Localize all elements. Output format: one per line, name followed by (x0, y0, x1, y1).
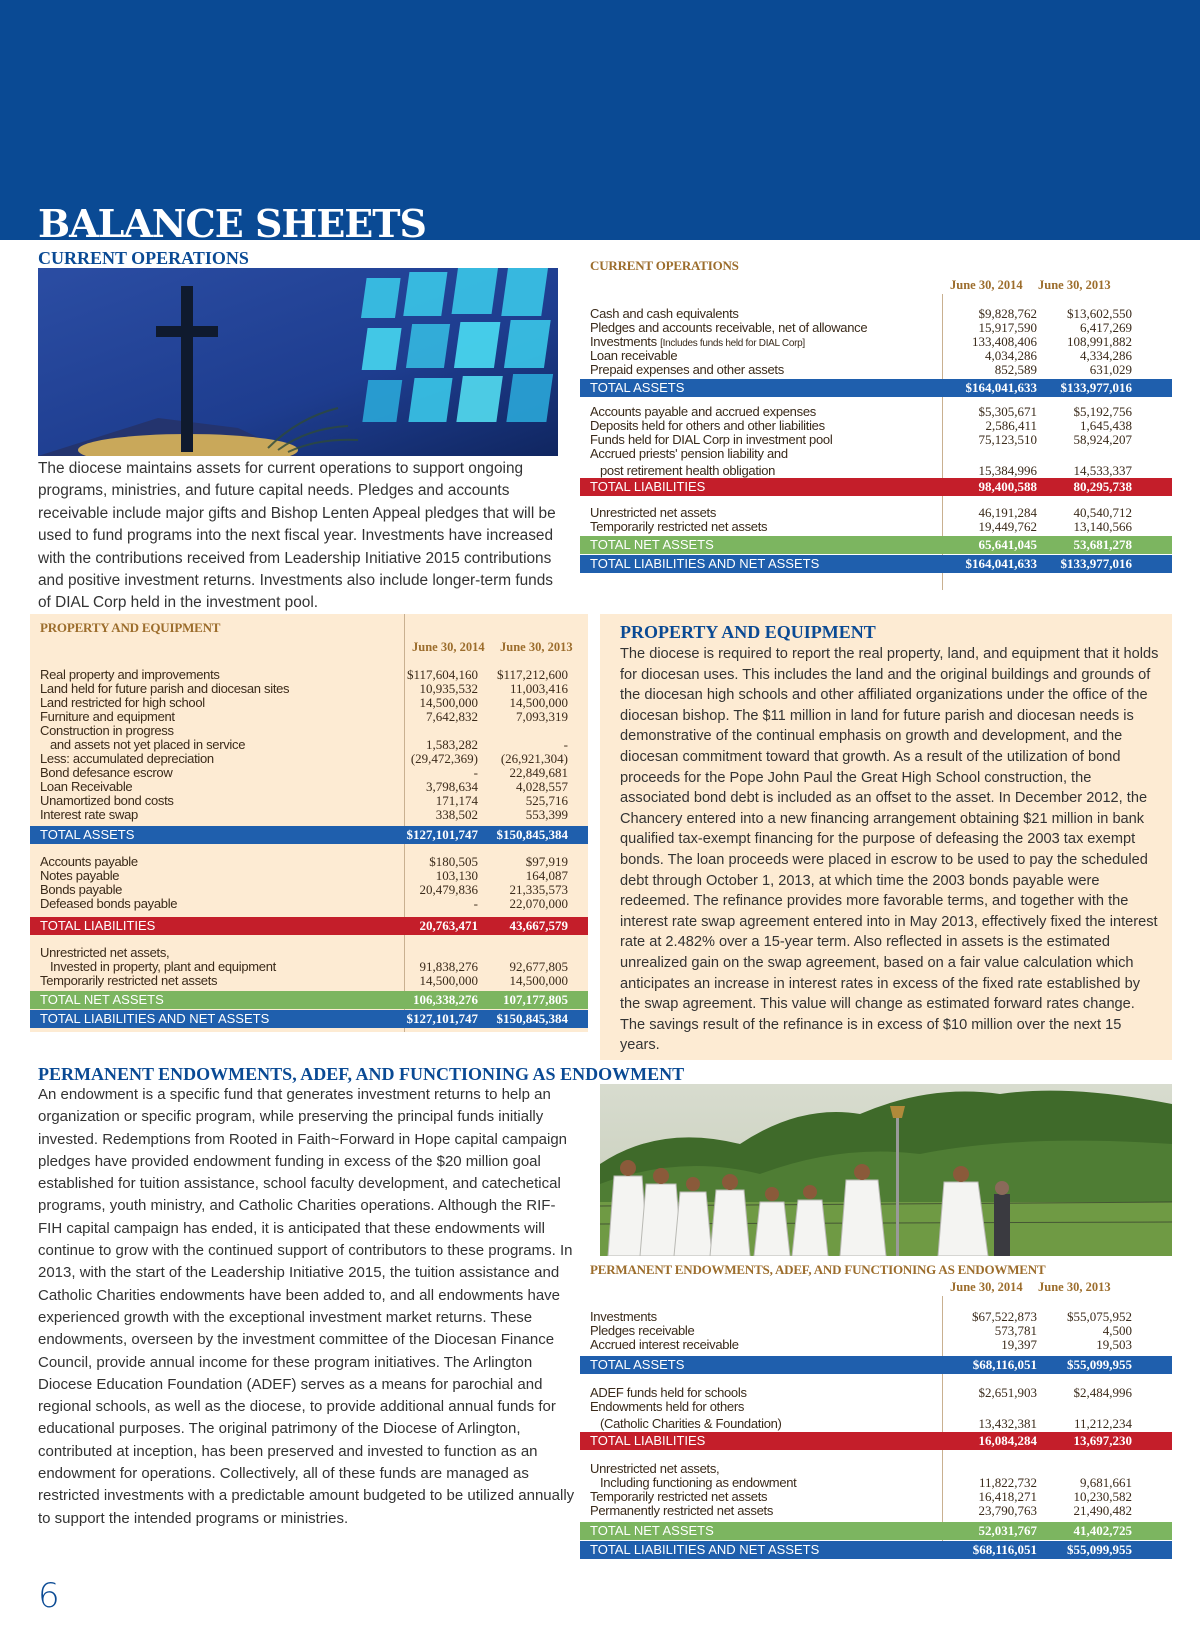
table-title: PERMANENT ENDOWMENTS, ADEF, AND FUNCTIONING AS ENDOWMENT (590, 1262, 1046, 1277)
cross-stained-glass-photo (38, 268, 558, 456)
table-row: Endowments held for others (590, 1399, 745, 1414)
table-row: Bond defesance escrow - 22,849,681 (40, 765, 568, 780)
endowments-table (580, 1262, 1172, 1562)
table-row: Land restricted for high school 14,500,000 14,500,000 (40, 695, 568, 710)
table-row: Unamortized bond costs 171,174 525,716 (40, 793, 568, 808)
table-row: Land held for future parish and diocesan sites 10,935,532 11,003,416 (40, 681, 568, 696)
table-row: Accrued priests' pension liability and (590, 446, 788, 461)
table-row: Including functioning as endowment 11,822,732 9,681,661 (600, 1475, 1132, 1490)
table-row: Unrestricted net assets 46,191,284 40,540,712 (590, 505, 1132, 520)
table-row: and assets not yet placed in service 1,583,282 - (50, 737, 568, 752)
table-title: PROPERTY AND EQUIPMENT (40, 620, 221, 635)
table-row: Unrestricted net assets, (40, 945, 170, 960)
property-table (30, 614, 588, 1032)
column-header-2014: June 30, 2014 (950, 1280, 1023, 1294)
total-liabilities-bar: TOTAL LIABILITIES 16,084,284 13,697,230 (580, 1432, 1172, 1450)
table-row: Temporarily restricted net assets 16,418,271 10,230,582 (590, 1489, 1132, 1504)
table-row: Funds held for DIAL Corp in investment pool 75,123,510 58,924,207 (590, 432, 1132, 447)
column-header-2013: June 30, 2013 (1038, 1280, 1111, 1294)
total-assets-bar: TOTAL ASSETS $164,041,633 $133,977,016 (580, 379, 1172, 397)
current-ops-body: The diocese maintains assets for current operations to support ongoing programs, ministries, and future capital needs. Pledges and accounts receivable include major gifts and Bishop Lenten Appeal pledges that will be used to fund programs into the next fiscal year. Investments have increased with the contributions received from Leadership Initiative 2015 contributions and positive investment returns. Investments also include longer-term funds of DIAL Corp held in the investment pool. (38, 460, 556, 612)
table-row: Pledges receivable 573,781 4,500 (590, 1323, 1132, 1338)
table-row: post retirement health obligation 15,384,996 14,533,337 (600, 463, 1132, 478)
column-header-2013: June 30, 2013 (500, 640, 573, 654)
table-row: Interest rate swap 338,502 553,399 (40, 807, 568, 822)
total-liabilities-net-assets-bar: TOTAL LIABILITIES AND NET ASSETS $164,041,633 $133,977,016 (580, 555, 1172, 573)
total-liabilities-bar: TOTAL LIABILITIES 98,400,588 80,295,738 (580, 478, 1172, 496)
table-row: Investments $67,522,873 $55,075,952 (590, 1309, 1132, 1324)
table-row: Less: accumulated depreciation (29,472,369) (26,921,304) (40, 751, 568, 766)
total-net-assets-bar: TOTAL NET ASSETS 52,031,767 41,402,725 (580, 1522, 1172, 1540)
table-row: Temporarily restricted net assets 14,500,000 14,500,000 (40, 973, 568, 988)
table-row: Real property and improvements $117,604,160 $117,212,600 (40, 667, 568, 682)
table-row: Cash and cash equivalents $9,828,762 $13,602,550 (590, 306, 1132, 321)
table-row: Permanently restricted net assets 23,790,763 21,490,482 (590, 1503, 1132, 1518)
property-body: The diocese is required to report the real property, land, and equipment that it holds for diocesan uses. This includes the land and the original buildings and grounds of the diocesan high schools and other affiliated organizations under the office of the diocesan bishop. The $11 million in land for future parish and diocesan needs is demonstrative of the continual emphasis on growth and development, and the diocesan commitment toward that growth. As a result of the utilization of bond proceeds for the Pope John Paul the Great High School construction, the associated bond debt is included as an offset to the asset. In December 2012, the Chancery entered into a new financing arrangement obtaining $21 million in bank qualified tax-exempt financing for the purpose of defeasing the 2003 tax exempt bonds. The loan proceeds were placed in escrow to be used to pay the scheduled debt through October 1, 2013, at which time the 2003 bonds payable were redeemed. The refinance provides more favorable terms, and together with the interest rate swap agreement entered into in May 2013, effectively fixed the interest rate at 2.482% over a 15-year term. Also reflected in assets is the estimated unrealized gain on the swap agreement, based on a fair value calculation which anticipates an increase in interest rates in excess of the fixed rate established by the swap agreement. This value will change as estimated forward rates change. The savings result of the refinance is in excess of $10 million over the next 15 years. (620, 646, 1159, 1054)
altar-servers-procession-photo (600, 1084, 1172, 1256)
table-row: Defeased bonds payable - 22,070,000 (40, 896, 568, 911)
table-row: Temporarily restricted net assets 19,449,762 13,140,566 (590, 519, 1132, 534)
table-row: Furniture and equipment 7,642,832 7,093,319 (40, 709, 568, 724)
table-row: Bonds payable 20,479,836 21,335,573 (40, 882, 568, 897)
table-row: (Catholic Charities & Foundation) 13,432,381 11,212,234 (600, 1416, 1132, 1431)
table-row: ADEF funds held for schools $2,651,903 $2,484,996 (590, 1385, 1132, 1400)
table-row: Prepaid expenses and other assets 852,589 631,029 (590, 362, 1132, 377)
page-title: BALANCE SHEETS (38, 201, 426, 246)
table-row: Unrestricted net assets, (590, 1461, 720, 1476)
table-row: Loan receivable 4,034,286 4,334,286 (590, 348, 1132, 363)
table-row: Pledges and accounts receivable, net of allowance 15,917,590 6,417,269 (590, 320, 1132, 335)
page-number: 6 (38, 1576, 60, 1616)
current-ops-table (580, 250, 1172, 590)
total-liabilities-net-assets-bar: TOTAL LIABILITIES AND NET ASSETS $68,116,051 $55,099,955 (580, 1541, 1172, 1559)
table-row: Investments [Includes funds held for DIAL Corp] 133,408,406 108,991,882 (590, 334, 1132, 349)
table-row: Accounts payable and accrued expenses $5,305,671 $5,192,756 (590, 404, 1132, 419)
total-net-assets-bar: TOTAL NET ASSETS 65,641,045 53,681,278 (580, 536, 1172, 554)
total-liabilities-bar: TOTAL LIABILITIES 20,763,471 43,667,579 (30, 917, 588, 935)
column-header-2014: June 30, 2014 (412, 640, 485, 654)
table-title: CURRENT OPERATIONS (590, 258, 739, 273)
total-net-assets-bar: TOTAL NET ASSETS 106,338,276 107,177,805 (30, 991, 588, 1009)
table-row: Construction in progress (40, 723, 174, 738)
column-header-2014: June 30, 2014 (950, 278, 1023, 292)
table-row: Accounts payable $180,505 $97,919 (40, 854, 568, 869)
table-row: Loan Receivable 3,798,634 4,028,557 (40, 779, 568, 794)
endowments-heading: PERMANENT ENDOWMENTS, ADEF, AND FUNCTIONING AS ENDOWMENT (38, 1064, 685, 1084)
table-row: Accrued interest receivable 19,397 19,503 (590, 1337, 1132, 1352)
total-liabilities-net-assets-bar: TOTAL LIABILITIES AND NET ASSETS $127,101,747 $150,845,384 (30, 1010, 588, 1028)
endowments-body: An endowment is a specific fund that generates investment returns to help an organization or specific program, while preserving the principal funds initially invested. Redemptions from Rooted in Faith~Forward in Hope capital campaign pledges have provided endowment funding in excess of the $20 million goal established for tuition assistance, school faculty development, and catechetical programs, youth ministry, and Catholic Charities operations. Although the RIF-FIH capital campaign has ended, it is anticipated that these endowments will continue to grow with the continued support of contributors to these programs. In 2013, with the start of the Leadership Initiative 2015, the tuition assistance and Catholic Charities endowments have been added to, and all endowments have experienced growth with the exceptional investment market returns. These endowments, overseen by the investment committee of the Diocesan Finance Council, provide annual income for these program initiatives. The Arlington Diocese Education Foundation (ADEF) serves as a means for parochial and regional schools, as well as the diocese, to provide additional annual funds for educational purposes. The original patrimony of the Diocese of Arlington, contributed at inception, has been preserved and invested to function as an endowment for operations. Collectively, all of these funds are managed as restricted investments with a predictable amount budgeted to be utilized annually to support the intended programs or ministries. (38, 1086, 575, 1527)
table-row: Notes payable 103,130 164,087 (40, 868, 568, 883)
total-assets-bar: TOTAL ASSETS $127,101,747 $150,845,384 (30, 826, 588, 844)
column-header-2013: June 30, 2013 (1038, 278, 1111, 292)
current-ops-heading: CURRENT OPERATIONS (38, 248, 249, 268)
table-row: Deposits held for others and other liabilities 2,586,411 1,645,438 (590, 418, 1132, 433)
total-assets-bar: TOTAL ASSETS $68,116,051 $55,099,955 (580, 1356, 1172, 1374)
table-row: Invested in property, plant and equipment 91,838,276 92,677,805 (50, 959, 568, 974)
property-heading: PROPERTY AND EQUIPMENT (620, 622, 876, 642)
